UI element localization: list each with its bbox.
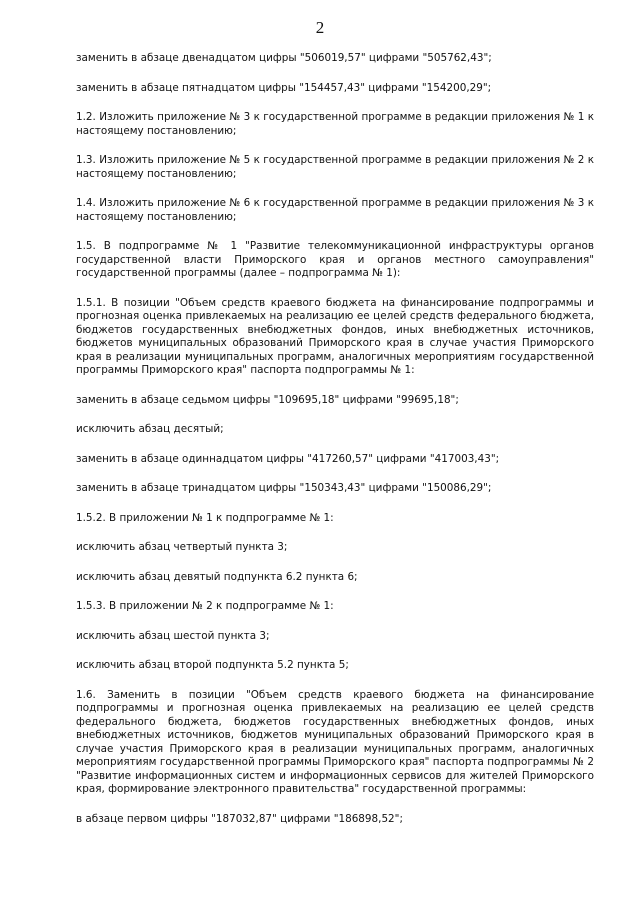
paragraph: заменить в абзаце тринадцатом цифры "150343,43" цифрами "150086,29"; (76, 482, 492, 494)
paragraph: исключить абзац четвертый пункта 3; (76, 541, 288, 553)
paragraph: заменить в абзаце пятнадцатом цифры "154457,43" цифрами "154200,29"; (76, 81, 492, 94)
paragraph: в абзаце первом цифры "187032,87" цифрами "186898,52"; (76, 812, 403, 825)
paragraph: заменить в абзаце одиннадцатом цифры "417260,57" цифрами "417003,43"; (76, 452, 500, 465)
paragraph: исключить абзац шестой пункта 3; (76, 629, 270, 642)
paragraph: 1.5. В подпрограмме № 1 "Развитие телекоммуникационной инфраструктуры органов государственной власти Приморского края и органов местного самоуправления" государственной программы (далее – подпрограмма № 1): (76, 240, 594, 279)
page-number: 2 (315, 18, 325, 37)
paragraph: 1.2. Изложить приложение № 3 к государственной программе в редакции приложения № 1 к настоящему постановлению; (76, 111, 594, 137)
paragraph: 1.3. Изложить приложение № 5 к государственной программе в редакции приложения № 2 к настоящему постановлению; (76, 154, 594, 180)
paragraph: исключить абзац второй подпункта 5.2 пункта 5; (76, 659, 349, 671)
paragraph: 1.5.2. В приложении № 1 к подпрограмме № 1: (76, 511, 334, 524)
document-body (76, 52, 594, 842)
paragraph: 1.5.1. В позиции "Объем средств краевого бюджета на финансирование подпрограммы и прогнозная оценка привлекаемых на реализацию ее целей средств федерального бюджета, бюджетов государственных внебюджетных фондов, иных внебюджетных источников, бюджетов муниципальных образований Приморского края в случае участия Приморского края в реализации муниципальных программ, аналогичных мероприятиям государственной программы Приморского края" паспорта подпрограммы № 1: (76, 296, 594, 376)
paragraph: 1.5.3. В приложении № 2 к подпрограмме № 1: (76, 600, 334, 612)
paragraph: 1.4. Изложить приложение № 6 к государственной программе в редакции приложения № 3 к настоящему постановлению; (76, 197, 594, 223)
paragraph: исключить абзац девятый подпункта 6.2 пункта 6; (76, 570, 358, 583)
paragraph: 1.6. Заменить в позиции "Объем средств краевого бюджета на финансирование подпрограммы и прогнозная оценка привлекаемых на реализацию ее целей средств федерального бюджета, бюджетов государственных внебюджетных фондов, иных внебюджетных источников, бюджетов муниципальных образований Приморского края в случае участия Приморского края в реализации муниципальных программ, аналогичных мероприятиям государственной программы Приморского края" паспорта подпрограммы № 2 "Развитие информационных систем и информационных сервисов для жителей Приморского края, формирование электронного правительства" государственной программы: (76, 688, 594, 795)
paragraph: исключить абзац десятый; (76, 423, 224, 435)
paragraph: заменить в абзаце седьмом цифры "109695,18" цифрами "99695,18"; (76, 393, 459, 406)
paragraph: заменить в абзаце двенадцатом цифры "506019,57" цифрами "505762,43"; (76, 52, 492, 64)
